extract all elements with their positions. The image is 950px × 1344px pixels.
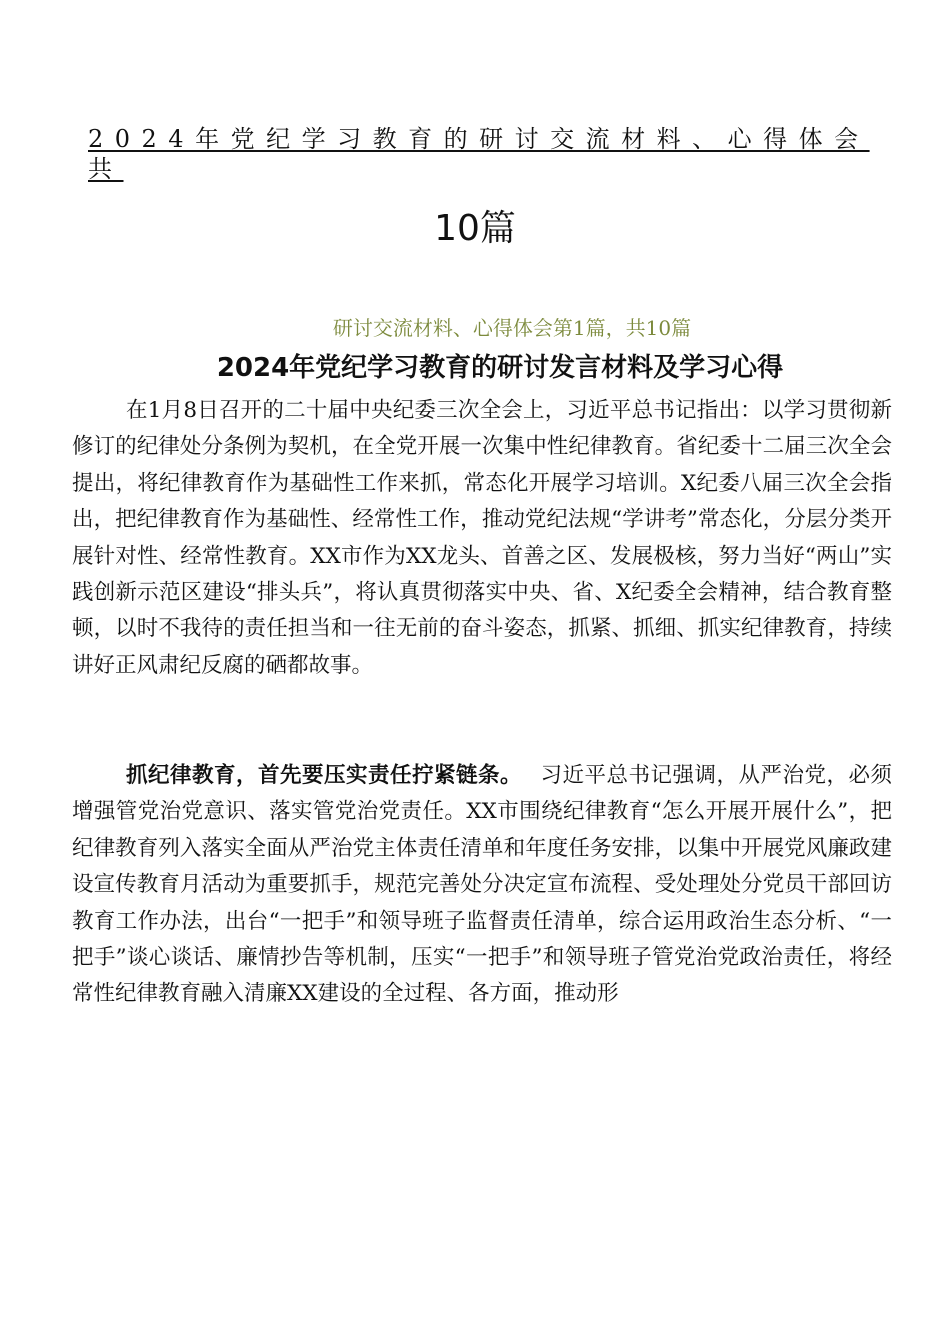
document-count: 10篇 [434,208,516,249]
paragraph-2-lead: 抓纪律教育，首先要压实责任拧紧链条。 [126,763,512,788]
paragraph-1: 在1月8日召开的二十届中央纪委三次全会上，习近平总书记指出：以学习贯彻新修订的纪律处分条例为契机，在全党开展一次集中性纪律教育。省纪委十二届三次全会提出，将纪律教育作为基础性工作来抓，常态化开展学习培训。X纪委八届三次全会指出，把纪律教育作为基础性、经常性工作，推动党纪法规“学讲考”常态化，分层分类开展针对性、经常性教育。XX市作为XX龙头、首善之区、发展极核，努力当好“两山”实践创新示范区建设“排头兵”，将认真贯彻落实中央、省、X纪委全会精神，结合教育整顿，以时不我待的责任担当和一往无前的奋斗姿态，抓紧、抓细、抓实纪律教育，持续讲好正风肃纪反腐的硒都故事。 [72,398,892,678]
paragraph-2-body: 习近平总书记强调，从严治党，必须增强管党治党意识、落实管党治党责任。XX市围绕纪律教育“怎么开展开展什么”，把纪律教育列入落实全面从严治党主体责任清单和年度任务安排，以集中开展党风廉政建设宣传教育月活动为重要抓手，规范完善处分决定宣布流程、受处理处分党员干部回访教育工作办法，出台“一把手”和领导班子监督责任清单，综合运用政治生态分析、“一把手”谈心谈话、廉情抄告等机制，压实“一把手”和领导班子管党治党政治责任，将经常性纪律教育融入清廉XX建设的全过程、各方面，推动形 [72,763,892,1007]
article-title: 2024年党纪学习教育的研讨发言材料及学习心得 [216,353,784,383]
article-label: 研讨交流材料、心得体会第1篇，共10篇 [332,316,692,340]
paragraph-2 [72,758,892,1013]
document-title: 2024年党纪学习教育的研讨交流材料、心得体会共 [88,125,870,183]
